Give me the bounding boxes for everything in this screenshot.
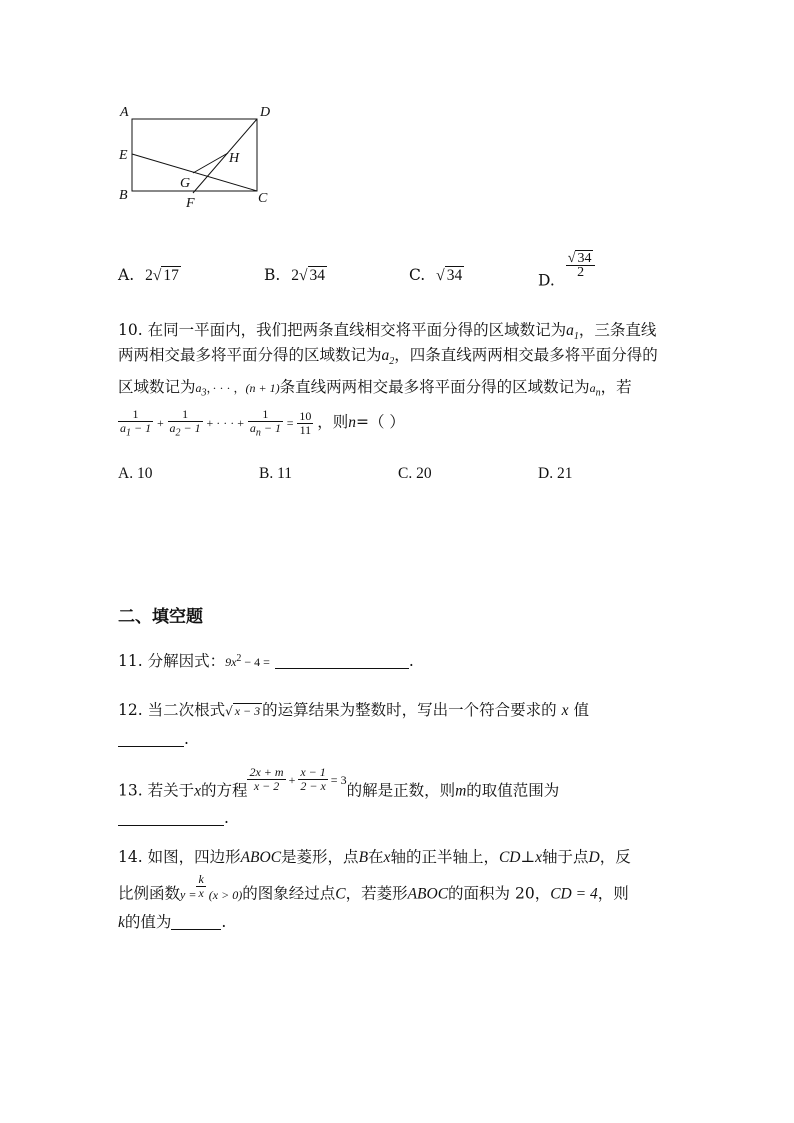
coef: 2 bbox=[291, 267, 300, 284]
fraction-1 bbox=[118, 408, 153, 439]
label-g: G bbox=[180, 176, 191, 191]
label-c: C bbox=[258, 191, 268, 206]
var-b: B bbox=[358, 849, 369, 866]
fraction-1 bbox=[247, 766, 285, 793]
expr: − 4 = bbox=[241, 655, 270, 669]
coef: 2 bbox=[145, 267, 153, 284]
var-cd: CD bbox=[498, 849, 521, 866]
denominator: x − 2 bbox=[253, 779, 280, 793]
var: a bbox=[195, 381, 202, 395]
sub: 1 bbox=[126, 427, 131, 439]
q12-line-2 bbox=[118, 728, 189, 750]
q10-option-a[interactable]: A. 10 bbox=[118, 465, 153, 482]
text: 在 bbox=[368, 848, 384, 866]
q10-line-3 bbox=[118, 376, 632, 404]
fraction-n bbox=[248, 408, 283, 439]
text: 的取值范围为 bbox=[466, 781, 560, 800]
numerator: 1 bbox=[168, 408, 203, 422]
q9-option-d[interactable] bbox=[538, 252, 595, 292]
text: 轴于点 bbox=[541, 848, 589, 866]
option-letter: D. bbox=[538, 271, 555, 290]
option-letter: A. bbox=[118, 266, 135, 284]
var-n: n bbox=[348, 414, 356, 432]
tail: − 1 bbox=[260, 421, 281, 435]
answer-blank[interactable] bbox=[118, 811, 224, 826]
text: ，若菱形 bbox=[345, 884, 408, 903]
cd-equals: CD = 4 bbox=[550, 885, 598, 903]
text: 的解是正数，则 bbox=[346, 781, 456, 800]
period: . bbox=[184, 730, 189, 748]
sub: 2 bbox=[175, 427, 181, 439]
option-b-value: 2√ 34 bbox=[291, 267, 326, 284]
var-x: x bbox=[383, 849, 391, 866]
period: . bbox=[408, 652, 414, 670]
expr: 9x bbox=[225, 655, 237, 669]
text: 轴的正半轴上， bbox=[390, 848, 499, 866]
option-letter: C. bbox=[409, 266, 426, 284]
text: ，若 bbox=[600, 378, 632, 396]
sup: 2 bbox=[236, 653, 242, 664]
q10-option-c[interactable]: C. 20 bbox=[398, 465, 432, 482]
radical: √ x − 3 bbox=[225, 704, 261, 718]
answer-blank[interactable] bbox=[118, 732, 184, 747]
denominator: 2 − x bbox=[300, 779, 326, 793]
var-x: x bbox=[561, 702, 569, 719]
perp: ⊥ bbox=[520, 849, 536, 866]
n-plus-1: (n + 1) bbox=[245, 381, 280, 395]
answer-blank[interactable] bbox=[171, 915, 221, 930]
q10-option-d[interactable]: D. 21 bbox=[538, 465, 573, 482]
var-m: m bbox=[455, 782, 467, 800]
radicand: x − 3 bbox=[234, 704, 261, 718]
numerator: 1 bbox=[248, 408, 283, 422]
numerator: 10 bbox=[299, 409, 312, 424]
var: a bbox=[249, 421, 256, 435]
text: ，四条直线两两相交最多将平面分得的 bbox=[394, 346, 658, 364]
q13-line-2 bbox=[118, 807, 229, 829]
plus: + bbox=[288, 772, 296, 787]
sub: 2 bbox=[389, 356, 395, 368]
numerator: k bbox=[198, 872, 204, 886]
q10-option-b[interactable]: B. 11 bbox=[259, 465, 293, 482]
label-h: H bbox=[229, 151, 240, 166]
q9-option-a[interactable] bbox=[118, 264, 181, 287]
var: a bbox=[169, 421, 176, 435]
sub: 1 bbox=[573, 331, 579, 343]
q11 bbox=[118, 648, 414, 673]
q14-line-3 bbox=[118, 911, 226, 934]
text: 13. 若关于 bbox=[118, 781, 195, 800]
radicand: 34 bbox=[577, 251, 592, 266]
radicand: 34 bbox=[446, 267, 463, 284]
rectangle-figure bbox=[110, 98, 280, 213]
option-c-value: √ 34 bbox=[436, 267, 463, 284]
radicand: 34 bbox=[309, 267, 326, 284]
label-f: F bbox=[186, 196, 195, 211]
domain-condition: (x > 0) bbox=[208, 887, 243, 902]
numerator: 1 bbox=[118, 408, 153, 422]
var-x: x bbox=[535, 849, 542, 866]
label-a: A bbox=[120, 105, 129, 120]
text: 区域数记为 bbox=[118, 378, 196, 396]
text: 10. 在同一平面内，我们把两条直线相交将平面分得的区域数记为 bbox=[118, 321, 567, 339]
fraction-rhs bbox=[297, 410, 313, 437]
mid-dots: + · · · + bbox=[206, 416, 245, 431]
text: 14. 如图，四边形 bbox=[118, 848, 241, 866]
text: 比例函数 bbox=[118, 884, 181, 903]
text: 两两相交最多将平面分得的区域数记为 bbox=[118, 346, 382, 364]
option-letter: B. bbox=[264, 266, 281, 284]
answer-paren: =（ ） bbox=[355, 413, 405, 432]
section-heading-fill-in: 二、填空题 bbox=[118, 607, 203, 627]
text: 是菱形，点 bbox=[281, 848, 359, 866]
denominator: 2 bbox=[577, 265, 585, 280]
text: 的运算结果为整数时，写出一个符合要求的 bbox=[262, 701, 557, 719]
segment-gh bbox=[193, 153, 228, 173]
radicand: 17 bbox=[163, 267, 179, 284]
aboc: ABOC bbox=[240, 849, 282, 866]
numerator: 2x + m bbox=[249, 765, 284, 779]
text: 11. 分解因式： bbox=[118, 652, 226, 670]
period: . bbox=[224, 809, 229, 827]
q10-equation-line bbox=[118, 408, 405, 439]
aboc: ABOC bbox=[407, 885, 449, 903]
var: a bbox=[589, 381, 596, 395]
equals: = bbox=[286, 416, 294, 431]
text: 值 bbox=[573, 701, 589, 719]
text: 的面积为 20， bbox=[448, 884, 551, 903]
fraction-2 bbox=[168, 408, 203, 439]
var-d: D bbox=[588, 849, 600, 866]
denominator: x bbox=[198, 886, 204, 900]
text: 的方程 bbox=[200, 781, 248, 800]
fraction-k-over-x bbox=[196, 873, 205, 900]
var-x: x bbox=[194, 782, 201, 800]
fraction-2 bbox=[298, 766, 327, 793]
text: ，三条直线 bbox=[578, 321, 657, 339]
option-a-value: 2√ 17 bbox=[145, 267, 179, 284]
label-e: E bbox=[119, 148, 128, 163]
equals: = 3 bbox=[330, 772, 347, 787]
q9-option-b[interactable] bbox=[264, 264, 327, 287]
text: 12. 当二次根式 bbox=[118, 701, 226, 719]
sub: n bbox=[255, 427, 261, 439]
text: 的值为 bbox=[124, 913, 172, 931]
text: 条直线两两相交最多将平面分得的区域数记为 bbox=[279, 378, 590, 396]
var-k: k bbox=[118, 914, 125, 931]
var: a bbox=[120, 421, 126, 435]
q9-option-c[interactable] bbox=[409, 264, 464, 287]
option-d-fraction: $\frac{√ 34}{2}$ bbox=[566, 252, 596, 279]
numerator: x − 1 bbox=[300, 765, 326, 779]
sub: n bbox=[595, 387, 601, 399]
var: a bbox=[381, 347, 390, 364]
tail: − 1 bbox=[180, 421, 201, 435]
dots: ，· · · ， bbox=[206, 381, 246, 395]
text: ，反 bbox=[599, 848, 631, 866]
label-d: D bbox=[260, 105, 271, 120]
answer-blank[interactable] bbox=[275, 654, 409, 669]
q14-line-1 bbox=[118, 846, 631, 869]
text: ，则 bbox=[317, 413, 349, 432]
var-c: C bbox=[335, 885, 346, 903]
y-equals: y = bbox=[180, 887, 197, 902]
q14-line-2 bbox=[118, 873, 629, 906]
q13-line-1 bbox=[118, 766, 559, 803]
denominator: 11 bbox=[299, 423, 312, 438]
plus: + bbox=[156, 416, 164, 431]
tail: − 1 bbox=[131, 421, 152, 435]
q10-line-2 bbox=[118, 344, 658, 373]
q12-line-1 bbox=[118, 699, 589, 722]
var: a bbox=[566, 322, 574, 339]
period: . bbox=[221, 913, 227, 931]
label-b: B bbox=[119, 188, 128, 203]
text: 的图象经过点 bbox=[242, 884, 336, 903]
text: ，则 bbox=[597, 884, 629, 903]
sub: 3 bbox=[201, 387, 207, 399]
